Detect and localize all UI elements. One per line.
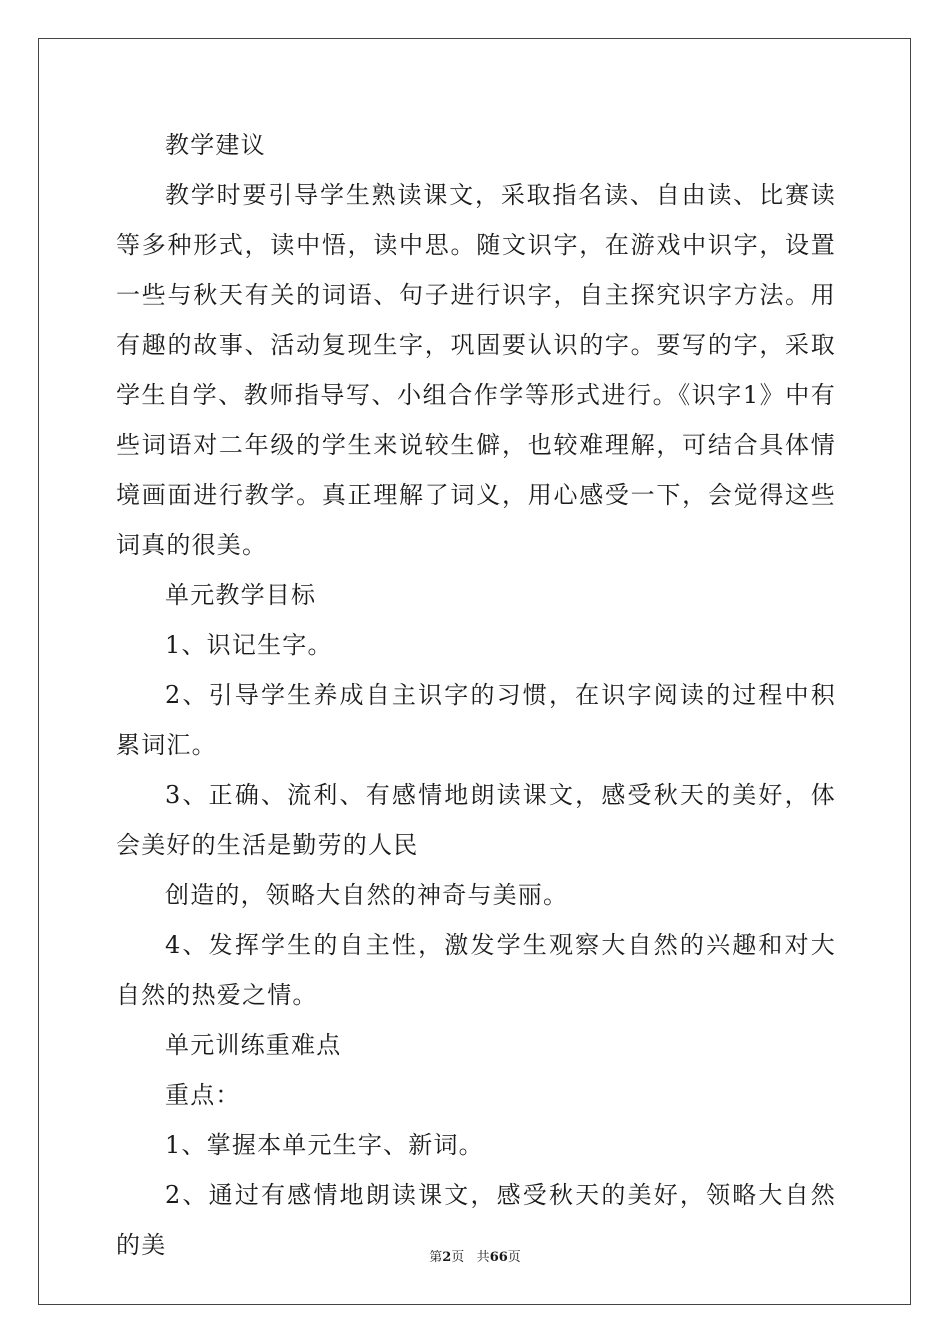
page-suffix: 页 [451, 1250, 465, 1265]
section-heading-unit-goals: 单元教学目标 [165, 581, 317, 609]
total-pages: 66 [489, 1250, 508, 1265]
key-point-item-2: 2、通过有感情地朗读课文，感受秋天的美好，领略大自然的美 [116, 1181, 836, 1259]
goal-item-2: 2、引导学生养成自主识字的习惯，在识字阅读的过程中积累词汇。 [116, 681, 836, 759]
section-heading-teaching-suggestions: 教学建议 [165, 131, 266, 159]
page-footer [0, 1246, 950, 1265]
subheading-key-points: 重点： [165, 1081, 241, 1109]
document-body [116, 120, 836, 1270]
goal-item-1: 1、识记生字。 [165, 631, 333, 659]
goal-item-3: 3、正确、流利、有感情地朗读课文，感受秋天的美好，体会美好的生活是勤劳的人民 [116, 781, 836, 859]
total-prefix: 共 [476, 1250, 490, 1265]
page-prefix: 第 [429, 1250, 443, 1265]
key-point-item-1: 1、掌握本单元生字、新词。 [165, 1131, 484, 1159]
goal-item-4: 4、发挥学生的自主性，激发学生观察大自然的兴趣和对大自然的热爱之情。 [116, 931, 836, 1009]
goal-item-3-continued: 创造的，领略大自然的神奇与美丽。 [165, 881, 569, 909]
section-heading-key-points: 单元训练重难点 [165, 1031, 342, 1059]
page-number: 2 [442, 1250, 452, 1265]
paragraph-teaching-suggestions: 教学时要引导学生熟读课文，采取指名读、自由读、比赛读等多种形式，读中悟，读中思。随文识字，在游戏中识字，设置一些与秋天有关的词语、句子进行识字，自主探究识字方法。用有趣的故事、活动复现生字，巩固要认识的字。要写的字，采取学生自学、教师指导写、小组合作学等形式进行。《识字1》中有些词语对二年级的学生来说较生僻，也较难理解，可结合具体情境画面进行教学。真正理解了词义，用心感受一下，会觉得这些词真的很美。 [116, 181, 836, 559]
total-suffix: 页 [507, 1250, 521, 1265]
